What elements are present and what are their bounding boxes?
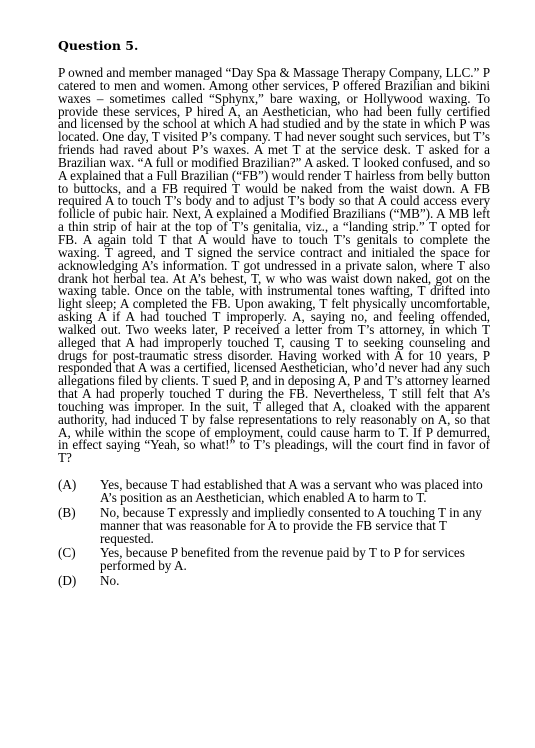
choice-text: No, because T expressly and impliedly consented to A touching T in any manner that was reasonable for A to provide the FB service that T requested. [100, 504, 482, 546]
choice-b[interactable] [58, 504, 490, 546]
choice-c[interactable] [58, 547, 490, 573]
choice-letter: (B) [58, 504, 76, 520]
answer-choices [58, 479, 490, 588]
choice-text: Yes, because P benefited from the revenue paid by T to P for services performed by A. [100, 545, 465, 574]
choice-a[interactable] [58, 479, 490, 505]
choice-letter: (A) [58, 477, 77, 493]
choice-text: No. [100, 573, 120, 589]
choice-letter: (C) [58, 545, 76, 561]
choice-text: Yes, because T had established that A was a servant who was placed into A’s position as an Aesthetician, which enabled A to harm to T. [100, 477, 483, 505]
question-body: P owned and member managed “Day Spa & Massage Therapy Company, LLC.” P catered to men and women. Among other services, P offered Brazilian and bikini waxes – sometimes called “Sphynx,” bare waxing, or Hollywood waxing. To provide these services, P hired A, an Aesthetician, who had been fully certified and licensed by the school at which A had studied and by the state in which P was located. One day, T visited P’s company. T had never sought such services, but T’s friends had raved about P’s waxes. A met T at the service desk. T asked for a Brazilian wax. “A full or modified Brazilian?” A asked. T looked confused, and so A explained that a Full Brazilian (“FB”) would render T hairless from belly button to buttocks, and a FB required T would be naked from the waist down. A FB required A to touch T’s body and to adjust T’s body so that A could access every follicle of pubic hair. Next, A explained a Modified Brazilians (“MB”). A MB left a thin strip of hair at the top of T’s genitalia, viz., a “landing strip.” T opted for FB. A again told T that A would have to touch T’s genitals to complete the waxing. T agreed, and T signed the service contract and initialed the space for acknowledging A’s information. T got undressed in a private salon, where T also drank hot herbal tea. At A’s behest, T, w who was waist down naked, got on the waxing table. Once on the table, with instrumental tones wafting, T drifted into light sleep; A completed the FB. Upon awaking, T felt physically uncomfortable, asking A if A had touched T improperly. A, saying no, and feeling offended, walked out. Two weeks later, P received a letter from T’s attorney, in which T alleged that A had improperly touched T, causing T to seeking counseling and drugs for post-traumatic stress disorder. Having worked with A for 10 years, P responded that A was a certified, licensed Aesthetician, who’d never had any such allegations filed by clients. T sued P, and in deposing A, P and T’s attorney learned that A had properly touched T during the FB. Nevertheless, T still felt that A’s touching was improper. In the suit, T alleged that A, cloaked with the apparent authority, had induced T by false representations to rely reasonably on A, so that A, while within the scope of employment, could cause harm to T. If P demurred, in effect saying “Yeah, so what!” to T’s pleadings, will the court find in favor of T? [58, 65, 490, 466]
choice-d[interactable] [58, 575, 490, 588]
question-title: Question 5. [58, 38, 139, 53]
question-page [58, 38, 490, 590]
choice-letter: (D) [58, 573, 77, 589]
